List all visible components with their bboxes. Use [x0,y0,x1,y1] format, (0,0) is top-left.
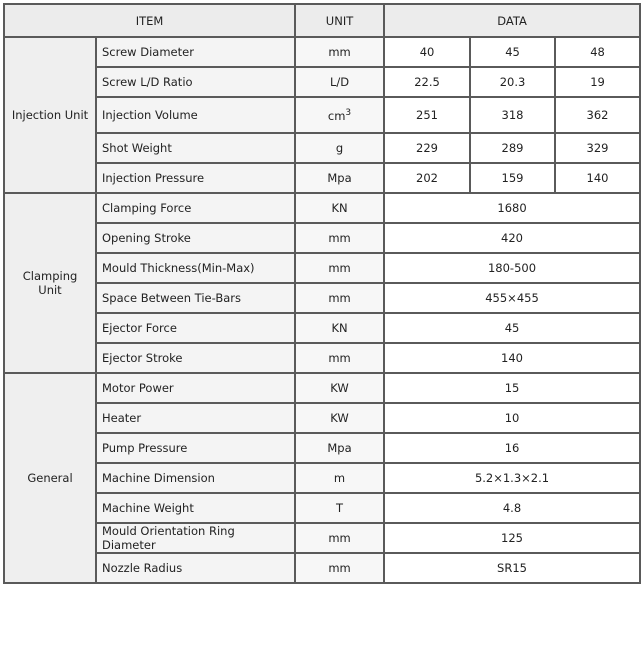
value-cell: 229 [384,133,470,163]
unit-cell: mm [295,553,384,583]
value-cell: 202 [384,163,470,193]
table-row [4,373,640,403]
value-cell: 159 [470,163,555,193]
unit-cell: KW [295,373,384,403]
unit-cell: KN [295,313,384,343]
value-cell: 180-500 [384,253,640,283]
table-row [4,133,640,163]
table-row [4,463,640,493]
item-label: Screw Diameter [96,37,295,67]
header-unit: UNIT [295,4,384,37]
value-cell: 251 [384,97,470,133]
value-cell: SR15 [384,553,640,583]
value-cell: 318 [470,97,555,133]
unit-cell: mm [295,283,384,313]
header-row [4,4,640,37]
table-row [4,403,640,433]
value-cell: 22.5 [384,67,470,97]
value-cell: 289 [470,133,555,163]
unit-base: cm [327,108,346,123]
table-row [4,433,640,463]
value-cell: 40 [384,37,470,67]
unit-exponent: 3 [345,107,352,118]
item-label: Opening Stroke [96,223,295,253]
item-label: Shot Weight [96,133,295,163]
item-label: Pump Pressure [96,433,295,463]
value-cell: 420 [384,223,640,253]
table-row [4,193,640,223]
item-label: Motor Power [96,373,295,403]
unit-cell: Mpa [295,163,384,193]
value-cell: 140 [384,343,640,373]
unit-cell: mm [295,253,384,283]
item-label: Space Between Tie-Bars [96,283,295,313]
value-cell: 48 [555,37,640,67]
value-cell: 362 [555,97,640,133]
unit-cell: m [295,463,384,493]
unit-cell: mm [295,223,384,253]
spec-table [3,3,641,584]
table-row [4,523,640,553]
item-label: Screw L/D Ratio [96,67,295,97]
unit-cell: mm [295,343,384,373]
value-cell: 1680 [384,193,640,223]
item-label: Injection Volume [96,97,295,133]
value-cell: 19 [555,67,640,97]
unit-cell [295,97,384,133]
header-data: DATA [384,4,640,37]
unit-cell: KW [295,403,384,433]
value-cell: 10 [384,403,640,433]
unit-cell: g [295,133,384,163]
table-row [4,97,640,133]
table-row [4,223,640,253]
item-label: Ejector Force [96,313,295,343]
value-cell: 140 [555,163,640,193]
unit-cell: mm [295,523,384,553]
table-row [4,493,640,523]
item-label: Mould Thickness(Min-Max) [96,253,295,283]
value-cell: 15 [384,373,640,403]
item-label: Mould Orientation Ring Diameter [96,523,295,553]
table-row [4,313,640,343]
table-row [4,67,640,97]
unit-cell: Mpa [295,433,384,463]
item-label: Injection Pressure [96,163,295,193]
header-item: ITEM [4,4,295,37]
unit-cell: mm [295,37,384,67]
item-label: Nozzle Radius [96,553,295,583]
group-clamping-unit: Clamping Unit [4,193,96,373]
unit-cell: L/D [295,67,384,97]
value-cell: 45 [470,37,555,67]
table-row [4,343,640,373]
item-label: Clamping Force [96,193,295,223]
item-label: Machine Weight [96,493,295,523]
item-label: Machine Dimension [96,463,295,493]
table-row [4,163,640,193]
value-cell: 455×455 [384,283,640,313]
unit-cell: T [295,493,384,523]
value-cell: 20.3 [470,67,555,97]
value-cell: 125 [384,523,640,553]
table-row [4,283,640,313]
value-cell: 45 [384,313,640,343]
group-injection-unit: Injection Unit [4,37,96,193]
value-cell: 329 [555,133,640,163]
value-cell: 4.8 [384,493,640,523]
group-general: General [4,373,96,583]
value-cell: 5.2×1.3×2.1 [384,463,640,493]
table-row [4,253,640,283]
value-cell: 16 [384,433,640,463]
unit-cell: KN [295,193,384,223]
item-label: Ejector Stroke [96,343,295,373]
table-row [4,37,640,67]
item-label: Heater [96,403,295,433]
table-row [4,553,640,583]
